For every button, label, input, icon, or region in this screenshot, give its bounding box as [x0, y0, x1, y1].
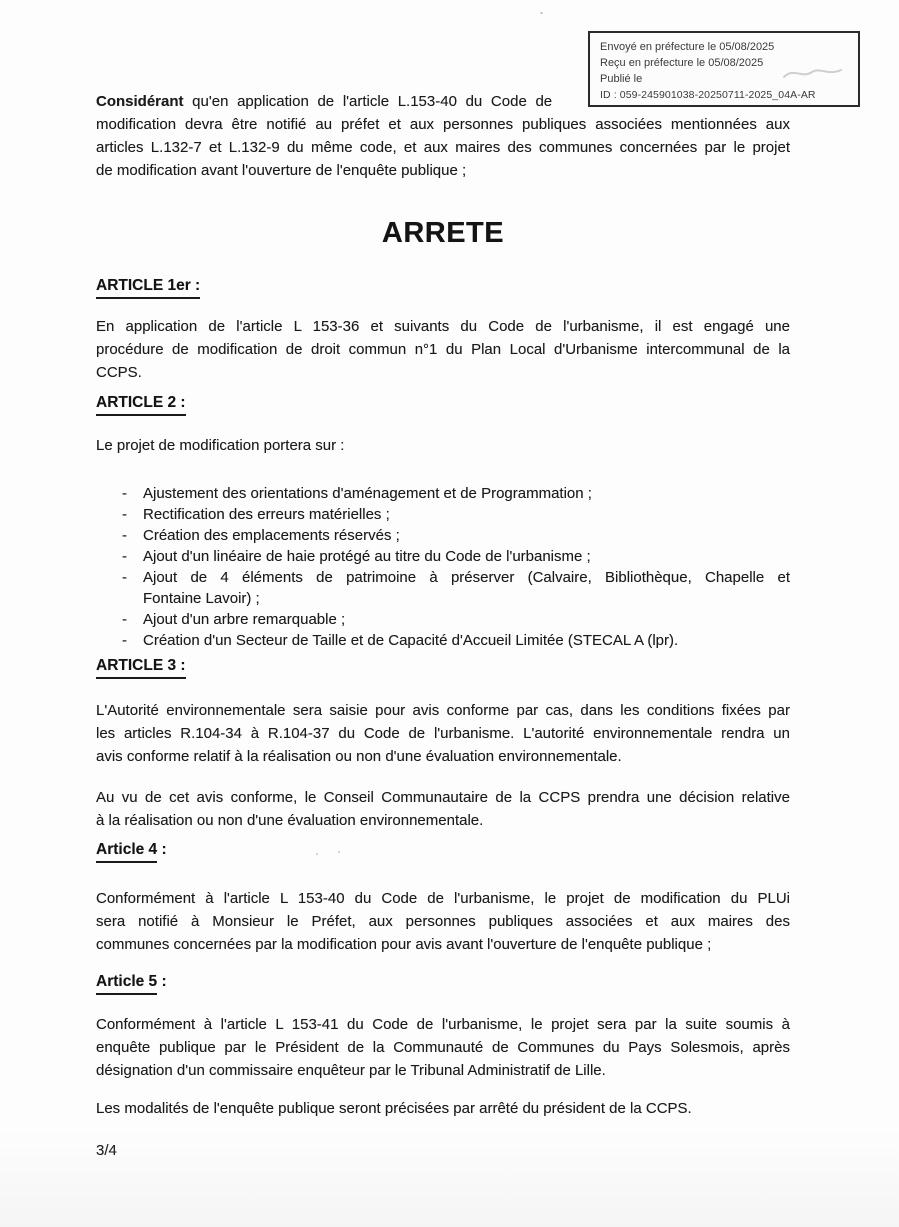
- article3-paragraph-2: [96, 786, 790, 832]
- list-item: [96, 546, 790, 567]
- stamp-id-line: ID : 059-245901038-20250711-2025_04A-AR: [600, 89, 816, 101]
- list-item: [96, 504, 790, 525]
- list-item-text: [143, 567, 790, 609]
- text-line: articles L.132-7 et L.132-9 du même code, et aux maires des communes concernées par le projet: [96, 139, 790, 156]
- text-line: de modification avant l'ouverture de l'enquête publique ;: [96, 162, 467, 179]
- dash-bullet: -: [122, 506, 127, 523]
- dash-bullet: -: [122, 548, 127, 565]
- text-line: communes concernées par la modification pour avis avant l'ouverture de l'enquête publique ;: [96, 936, 712, 953]
- modification-list: [96, 483, 790, 651]
- closing-paragraph: [96, 1097, 790, 1120]
- article3-heading: ARTICLE 3 :: [96, 656, 790, 679]
- text-line: procédure de modification de droit commun n°1 du Plan Local d'Urbanisme intercommunal de la: [96, 341, 790, 358]
- text-line: L'Autorité environnementale sera saisie pour avis conforme par cas, dans les conditions fixées par: [96, 702, 790, 719]
- dash-bullet: -: [122, 632, 127, 649]
- text-line: Conformément à l'article L 153-40 du Code de l'urbanisme, le projet de modification du PLUi: [96, 890, 790, 907]
- list-item: [96, 525, 790, 546]
- article2-intro: [96, 434, 790, 457]
- stamp-sent-line: Envoyé en préfecture le 05/08/2025: [600, 41, 775, 53]
- article5-paragraph: [96, 1013, 790, 1082]
- heading-colon: :: [157, 973, 167, 990]
- text-line: sera notifié à Monsieur le Préfet, aux personnes publiques associées et aux maires des: [96, 913, 790, 930]
- page-title: ARRETE: [381, 217, 505, 249]
- text-line: à la réalisation ou non d'une évaluation environnementale.: [96, 812, 484, 829]
- list-item: [96, 483, 790, 504]
- text-line: Fontaine Lavoir) ;: [143, 590, 260, 607]
- dash-bullet: -: [122, 485, 127, 502]
- list-item-text: Ajustement des orientations d'aménagement et de Programmation ;: [143, 485, 592, 502]
- document-content: [96, 0, 790, 1162]
- list-item-text: Rectification des erreurs matérielles ;: [143, 506, 390, 523]
- text-line: enquête publique par le Président de la Communauté de Communes du Pays Solesmois, après: [96, 1039, 790, 1056]
- article4-paragraph: [96, 887, 790, 956]
- text-line: Les modalités de l'enquête publique seront précisées par arrêté du président de la CCPS.: [96, 1100, 692, 1117]
- text-line: désignation d'un commissaire enquêteur par le Tribunal Administratif de Lille.: [96, 1062, 606, 1079]
- text-line: avis conforme relatif à la réalisation ou non d'une évaluation environnementale.: [96, 748, 622, 765]
- dash-bullet: -: [122, 611, 127, 628]
- text-line: En application de l'article L 153-36 et suivants du Code de l'urbanisme, il est engagé une: [96, 318, 790, 335]
- text-line: Au vu de cet avis conforme, le Conseil Communautaire de la CCPS prendra une décision relative: [96, 789, 790, 806]
- text-line: Ajout de 4 éléments de patrimoine à préserver (Calvaire, Bibliothèque, Chapelle et: [143, 569, 790, 586]
- stamp-published-line: Publié le: [600, 73, 643, 85]
- article1-heading: ARTICLE 1er :: [96, 276, 790, 299]
- list-item-text: Ajout d'un arbre remarquable ;: [143, 611, 346, 628]
- considerant-lead: Considérant: [96, 93, 184, 110]
- text-segment: qu'en application de l'article L.153-40 du Code de: [183, 93, 553, 110]
- list-item: [96, 567, 790, 609]
- list-item-text: Ajout d'un linéaire de haie protégé au titre du Code de l'urbanisme ;: [143, 548, 591, 565]
- article5-heading: Article 5 :: [96, 972, 790, 995]
- prefecture-stamp: [588, 31, 860, 107]
- text-line: Conformément à l'article L 153-41 du Code de l'urbanisme, le projet sera par la suite soumis à: [96, 1016, 790, 1033]
- list-item-text: Création des emplacements réservés ;: [143, 527, 400, 544]
- dash-bullet: -: [122, 527, 127, 544]
- dash-bullet: -: [122, 569, 127, 586]
- text-line: les articles R.104-34 à R.104-37 du Code de l'urbanisme. L'autorité environnementale rendra un: [96, 725, 790, 742]
- page-number: 3/4: [96, 1142, 117, 1159]
- text-line: modification devra être notifié au préfet et aux personnes publiques associées mentionnées aux: [96, 116, 790, 133]
- text-line: Le projet de modification portera sur :: [96, 437, 345, 454]
- signature-squiggle-icon: [782, 63, 844, 83]
- list-item: [96, 630, 790, 651]
- list-item: [96, 609, 790, 630]
- article1-paragraph: [96, 315, 790, 384]
- text-line: CCPS.: [96, 364, 142, 381]
- heading-colon: :: [157, 841, 167, 858]
- list-item-text: Création d'un Secteur de Taille et de Capacité d'Accueil Limitée (STECAL A (lpr).: [143, 632, 679, 649]
- stamp-received-line: Reçu en préfecture le 05/08/2025: [600, 57, 764, 69]
- article3-paragraph-1: [96, 699, 790, 768]
- article4-heading: Article 4 :: [96, 840, 790, 863]
- article2-heading: ARTICLE 2 :: [96, 393, 790, 416]
